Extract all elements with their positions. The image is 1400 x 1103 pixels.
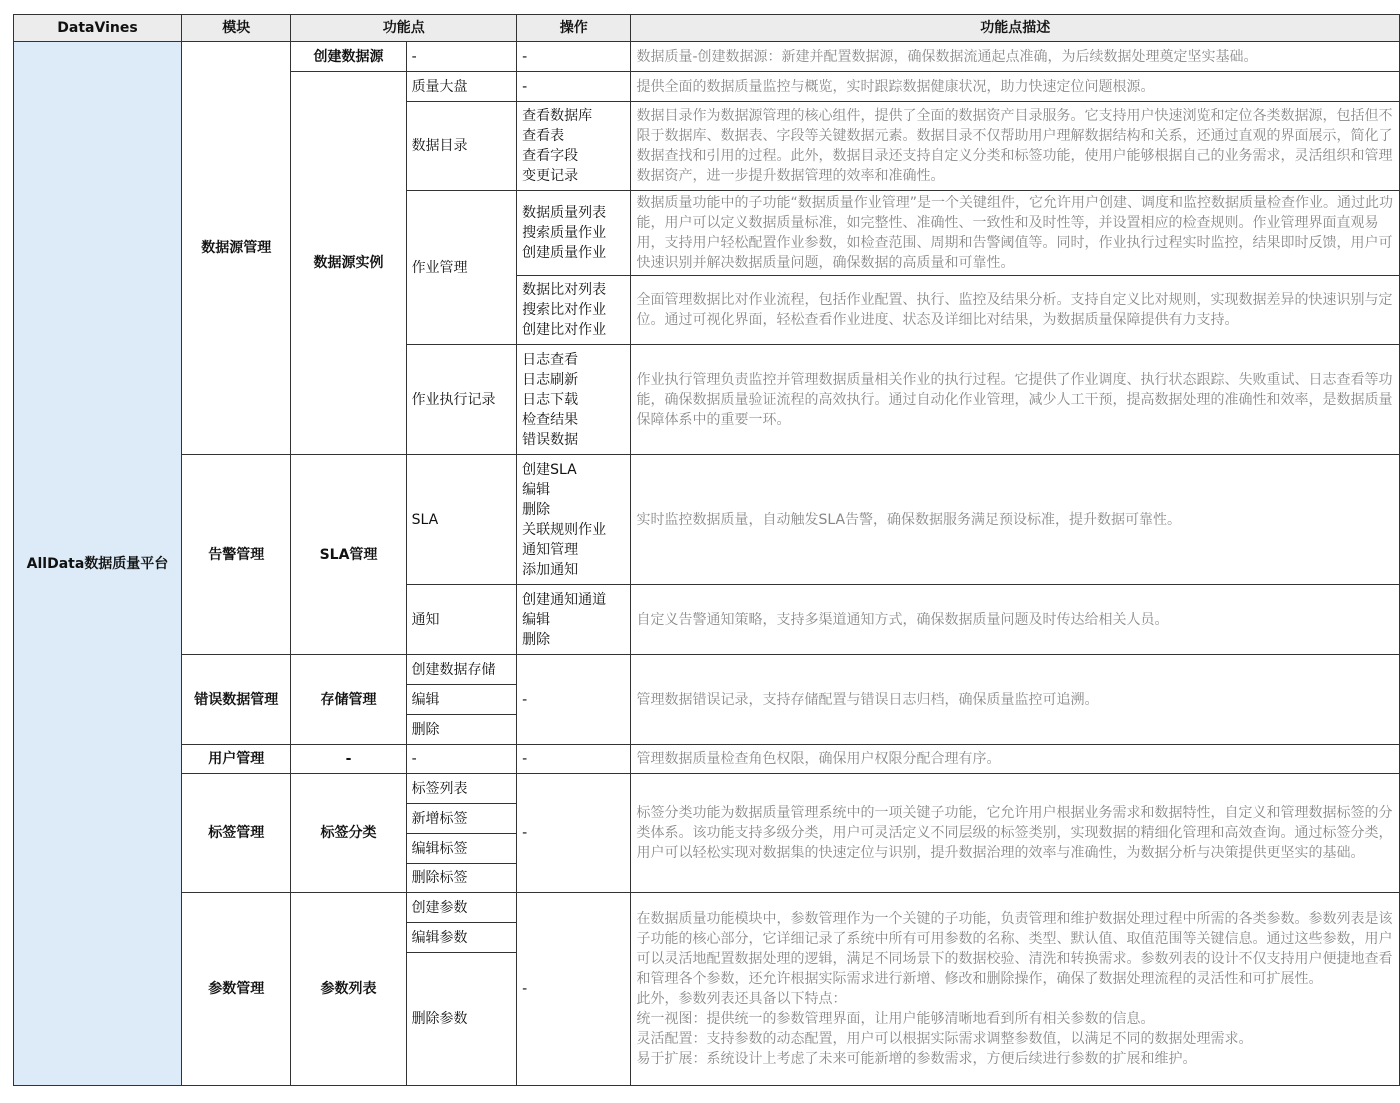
module-param: 参数管理 xyxy=(181,893,290,1086)
feature-dashboard: 质量大盘 xyxy=(406,72,517,102)
description-line: 易于扩展：系统设计上考虑了未来可能新增的参数需求，方便后续进行参数的扩展和维护。 xyxy=(636,1051,1197,1067)
header-platform: DataVines xyxy=(14,15,182,42)
feature-job-exec: 作业执行记录 xyxy=(406,345,517,455)
table-row xyxy=(14,42,1400,72)
header-operation: 操作 xyxy=(517,15,631,42)
operation-item: 编辑 xyxy=(522,481,551,498)
operation-item: 关联规则作业 xyxy=(522,521,607,538)
op-job-quality xyxy=(517,191,631,276)
sub-param-list: 参数列表 xyxy=(291,893,406,1086)
operation-item: - xyxy=(522,981,528,997)
description-line: 保障体系中的重要一环。 xyxy=(636,411,791,428)
description-line: 能，用户可以定义数据质量标准，如完整性、准确性、一致性和及时性等，并设置相应的检查规则。作业管理界面直观易 xyxy=(636,215,1379,231)
feature-label-add: 新增标签 xyxy=(406,804,517,834)
op-param xyxy=(517,893,631,1086)
description-line: 数据资产，进一步提升数据管理的效率和准确性。 xyxy=(636,168,945,184)
operation-item: 查看表 xyxy=(522,128,565,144)
description-line: 位。通过可视化界面，轻松查看作业进度、状态及详细比对结果，为数据质量保障提供有力支持。 xyxy=(636,312,1239,328)
sub-create-datasource: 创建数据源 xyxy=(291,42,406,72)
operation-item: 搜索质量作业 xyxy=(522,225,607,241)
module-alert: 告警管理 xyxy=(181,455,290,655)
header-module: 模块 xyxy=(181,15,290,42)
operation-item: 日志下载 xyxy=(522,391,579,408)
operation-item: 数据质量列表 xyxy=(522,205,607,221)
table-row xyxy=(14,774,1400,804)
op-create-datasource xyxy=(517,42,631,72)
description-line: 在数据质量功能模块中，参数管理作为一个关键的子功能，负责管理和维护数据处理过程中所需的各类参数。参数列表是该 xyxy=(636,911,1393,927)
description-line: 自定义告警通知策略，支持多渠道通知方式，确保数据质量问题及时传达给相关人员。 xyxy=(636,611,1169,628)
description-line: 数据质量功能中的子功能“数据质量作业管理”是一个关键组件，它允许用户创建、调度和监控数据质量检查作业。通过此功 xyxy=(636,195,1393,211)
op-user xyxy=(517,745,631,774)
op-sla xyxy=(517,455,631,585)
description-line: 作业执行管理负责监控并管理数据质量相关作业的执行过程。它提供了作业调度、执行状态跟踪、失败重试、日志查看等功 xyxy=(636,371,1393,388)
description-line: 实时监控数据质量，自动触发SLA告警，确保数据服务满足预设标准，提升数据可靠性。 xyxy=(636,511,1182,528)
desc-create-datasource xyxy=(631,42,1400,72)
operation-item: 查看数据库 xyxy=(522,108,593,124)
feature-create-datasource: - xyxy=(406,42,517,72)
op-label xyxy=(517,774,631,893)
platform-cell: AllData数据质量平台 xyxy=(14,42,182,1086)
operation-item: 编辑 xyxy=(522,611,551,628)
operation-item: 创建质量作业 xyxy=(522,245,607,261)
description-line: 统一视图：提供统一的参数管理界面，让用户能够清晰地看到所有相关参数的信息。 xyxy=(636,1011,1155,1027)
description-line: 数据目录作为数据源管理的核心组件，提供了全面的数据资产目录服务。它支持用户快速浏览和定位各类数据源，包括但不 xyxy=(636,108,1393,124)
op-job-exec xyxy=(517,345,631,455)
desc-label xyxy=(631,774,1400,893)
feature-label-edit: 编辑标签 xyxy=(406,834,517,864)
operation-item: 通知管理 xyxy=(522,541,579,558)
sub-label-category: 标签分类 xyxy=(291,774,406,893)
feature-label-delete: 删除标签 xyxy=(406,864,517,893)
op-storage xyxy=(517,655,631,745)
module-errordata: 错误数据管理 xyxy=(181,655,290,745)
operation-item: - xyxy=(522,751,528,767)
operation-item: 搜索比对作业 xyxy=(522,302,607,318)
module-label: 标签管理 xyxy=(181,774,290,893)
description-line: 快速识别并解决数据质量问题，确保数据的高质量和可靠性。 xyxy=(636,255,1015,271)
description-line: 可以灵活地配置数据处理的逻辑，满足不同场景下的数据校验、清洗和转换需求。参数列表的设计不仅支持用户便捷地查看 xyxy=(636,951,1393,967)
description-line: 数据质量-创建数据源：新建并配置数据源，确保数据流通起点准确，为后续数据处理奠定坚实基础。 xyxy=(636,48,1258,65)
header-feature: 功能点 xyxy=(291,15,517,42)
desc-catalog xyxy=(631,102,1400,191)
description-line: 管理数据错误记录，支持存储配置与错误日志归档，确保质量监控可追溯。 xyxy=(636,691,1099,708)
desc-notify xyxy=(631,585,1400,655)
operation-item: 日志刷新 xyxy=(522,371,579,388)
operation-item: 数据比对列表 xyxy=(522,282,607,298)
sub-datasource-instance: 数据源实例 xyxy=(291,72,406,455)
description-line: 用户可以轻松实现对数据集的快速定位与识别，提升数据治理的效率与准确性，为数据分析与决策提供更坚实的基础。 xyxy=(636,845,1365,861)
operation-item: 错误数据 xyxy=(522,431,579,448)
desc-sla xyxy=(631,455,1400,585)
operation-item: - xyxy=(522,48,528,65)
feature-param-delete: 删除参数 xyxy=(406,953,517,1086)
sub-user: - xyxy=(291,745,406,774)
sub-sla-mgmt: SLA管理 xyxy=(291,455,406,655)
op-notify xyxy=(517,585,631,655)
description-line: 限于数据库、数据表、字段等关键数据元素。数据目录不仅帮助用户理解数据结构和关系，还通过直观的界面展示，简化了 xyxy=(636,128,1393,144)
description-line: 标签分类功能为数据质量管理系统中的一项关键子功能，它允许用户根据业务需求和数据特性，自定义和管理数据标签的分 xyxy=(636,805,1393,821)
description-line: 用，支持用户轻松配置作业参数，如检查范围、周期和告警阈值等。同时，作业执行过程实时监控，结果即时反馈，用户可 xyxy=(636,235,1393,251)
operation-item: 删除 xyxy=(522,501,551,518)
desc-storage xyxy=(631,655,1400,745)
description-line: 提供全面的数据质量监控与概览，实时跟踪数据健康状况，助力快速定位问题根源。 xyxy=(636,78,1155,95)
description-line: 数据查找和引用的过程。此外，数据目录还支持自定义分类和标签功能，使用户能够根据自己的业务需求，灵活组织和管理 xyxy=(636,148,1393,164)
desc-param xyxy=(631,893,1400,1086)
feature-sla: SLA xyxy=(406,455,517,585)
operation-item: 删除 xyxy=(522,631,551,648)
op-catalog xyxy=(517,102,631,191)
header-description: 功能点描述 xyxy=(631,15,1400,42)
feature-job: 作业管理 xyxy=(406,191,517,345)
feature-label-list: 标签列表 xyxy=(406,774,517,804)
table-row xyxy=(14,655,1400,685)
module-datasource: 数据源管理 xyxy=(181,42,290,455)
description-line: 全面管理数据比对作业流程，包括作业配置、执行、监控及结果分析。支持自定义比对规则，实现数据差异的快速识别与定 xyxy=(636,292,1393,308)
feature-storage-create: 创建数据存储 xyxy=(406,655,517,685)
operation-item: - xyxy=(522,691,528,708)
feature-user: - xyxy=(406,745,517,774)
desc-job-compare xyxy=(631,276,1400,345)
desc-user xyxy=(631,745,1400,774)
feature-notify: 通知 xyxy=(406,585,517,655)
desc-job-quality xyxy=(631,191,1400,276)
operation-item: 创建通知通道 xyxy=(522,591,607,608)
feature-storage-delete: 删除 xyxy=(406,715,517,745)
operation-item: 查看字段 xyxy=(522,148,579,164)
feature-table xyxy=(13,14,1400,1086)
description-line: 管理数据质量检查角色权限，确保用户权限分配合理有序。 xyxy=(636,751,1001,767)
operation-item: 创建SLA xyxy=(522,461,577,478)
header-row xyxy=(14,15,1400,42)
feature-catalog: 数据目录 xyxy=(406,102,517,191)
description-line: 子功能的核心部分，它详细记录了系统中所有可用参数的名称、类型、默认值、取值范围等关键信息。通过这些参数，用户 xyxy=(636,931,1393,947)
table-row xyxy=(14,455,1400,585)
description-line: 能，确保数据质量验证流程的高效执行。通过自动化作业管理，减少人工干预，提高数据处理的准确性和效率，是数据质量 xyxy=(636,391,1393,408)
feature-param-create: 创建参数 xyxy=(406,893,517,923)
operation-item: 创建比对作业 xyxy=(522,322,607,338)
op-job-compare xyxy=(517,276,631,345)
operation-item: 变更记录 xyxy=(522,168,579,184)
operation-item: - xyxy=(522,78,528,95)
description-line: 灵活配置：支持参数的动态配置，用户可以根据实际需求调整参数值，以满足不同的数据处理需求。 xyxy=(636,1031,1253,1047)
module-user: 用户管理 xyxy=(181,745,290,774)
op-dashboard xyxy=(517,72,631,102)
description-line: 和管理各个参数，还允许根据实际需求进行新增、修改和删除操作，确保了数据处理流程的灵活性和可扩展性。 xyxy=(636,971,1323,987)
description-line: 此外，参数列表还具备以下特点： xyxy=(636,991,847,1007)
table-row xyxy=(14,745,1400,774)
operation-item: 日志查看 xyxy=(522,351,579,368)
desc-dashboard xyxy=(631,72,1400,102)
operation-item: 添加通知 xyxy=(522,561,579,578)
description-line: 类体系。该功能支持多级分类，用户可灵活定义不同层级的标签类别，实现数据的精细化管理和高效查询。通过标签分类， xyxy=(636,825,1393,841)
sub-storage: 存储管理 xyxy=(291,655,406,745)
feature-param-edit: 编辑参数 xyxy=(406,923,517,953)
table-row xyxy=(14,893,1400,923)
operation-item: 检查结果 xyxy=(522,411,579,428)
feature-storage-edit: 编辑 xyxy=(406,685,517,715)
desc-job-exec xyxy=(631,345,1400,455)
operation-item: - xyxy=(522,825,528,841)
